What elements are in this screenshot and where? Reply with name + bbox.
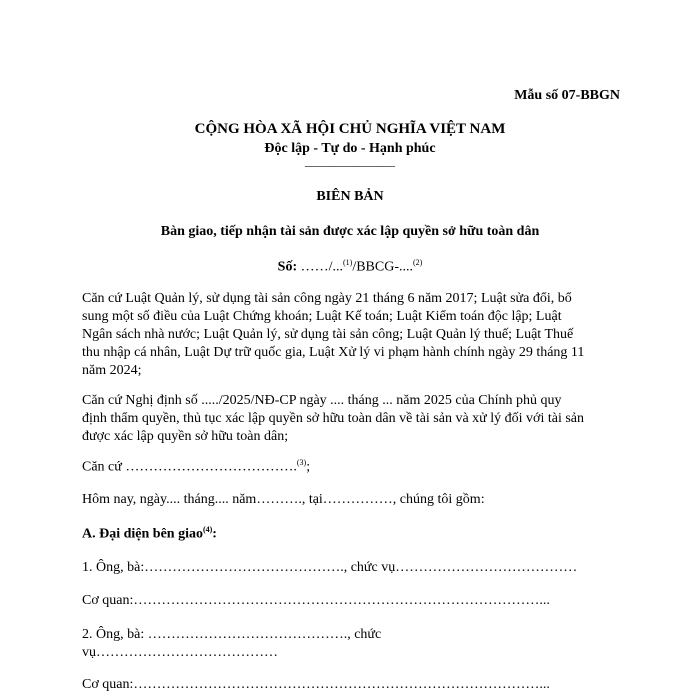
form-code: Mẫu số 07-BBGN [514,88,620,103]
representative-2-line: 2. Ông, bà: ……………………………………., chức [82,627,382,642]
agency-2-line: Cơ quan:……………………………………………………………………………... [82,677,550,692]
section-a-end: : [212,526,217,542]
legal-basis-paragraph-1 [82,290,584,380]
section-a-heading [82,525,217,543]
representative-1-line: 1. Ông, bà:……………………………………., chức vụ………………………………… [82,560,578,575]
footnote-ref-1: (1) [343,258,353,267]
document-subtitle: Bàn giao, tiếp nhận tài sản được xác lập quyền sở hữu toàn dân [160,224,540,239]
meeting-date-line: Hôm nay, ngày.... tháng.... năm………., tại……………, chúng tôi gồm: [82,492,485,507]
basis-end: ; [306,459,311,475]
basis-text: Căn cứ ………………………………. [82,459,297,475]
paragraph-line: được xác lập quyền sở hữu toàn dân; [82,429,289,444]
legal-basis-paragraph-2 [82,392,584,446]
footnote-ref-2: (2) [413,258,423,267]
paragraph-line: Căn cứ Luật Quản lý, sử dụng tài sản công ngày 21 tháng 6 năm 2017; Luật sửa đổi, bổ [82,291,572,306]
representative-2-position-line: vụ………………………………… [82,645,278,660]
nation-title: CỘNG HÒA XÃ HỘI CHỦ NGHĨA VIỆT NAM [194,121,506,137]
paragraph-line: sung một số điều của Luật Chứng khoán; Luật Kế toán; Luật Kiểm toán độc lập; Luật [82,309,562,324]
paragraph-line: thu nhập cá nhân, Luật Dự trữ quốc gia, Luật Xử lý vi phạm hành chính ngày 29 tháng 11 [82,345,585,360]
paragraph-line: Căn cứ Nghị định số ...../2025/NĐ-CP ngày .... tháng ... năm 2025 của Chính phủ quy [82,393,562,408]
document-number-part1: ……/... [297,259,343,275]
paragraph-line: Ngân sách nhà nước; Luật Quản lý, sử dụng tài sản công; Luật Quản lý thuế; Luật Thuế [82,327,574,342]
document-number-label: Số: [277,259,298,275]
footnote-ref-4: (4) [202,525,213,534]
document-number [0,258,700,276]
paragraph-line: định thẩm quyền, thủ tục xác lập quyền sở hữu toàn dân về tài sản và xử lý đối với tài sản [82,411,584,426]
footnote-ref-3: (3) [296,458,307,467]
agency-1-line: Cơ quan:……………………………………………………………………………... [82,593,550,608]
document-number-part2: /BBCG-.... [352,259,414,275]
section-a-text: A. Đại diện bên giao [82,526,203,542]
motto-underline: _______________ [305,154,395,168]
document-title: BIÊN BẢN [316,189,384,204]
paragraph-line: năm 2024; [82,363,142,378]
legal-basis-paragraph-3 [82,458,310,476]
national-motto: Độc lập - Tự do - Hạnh phúc [264,141,436,156]
